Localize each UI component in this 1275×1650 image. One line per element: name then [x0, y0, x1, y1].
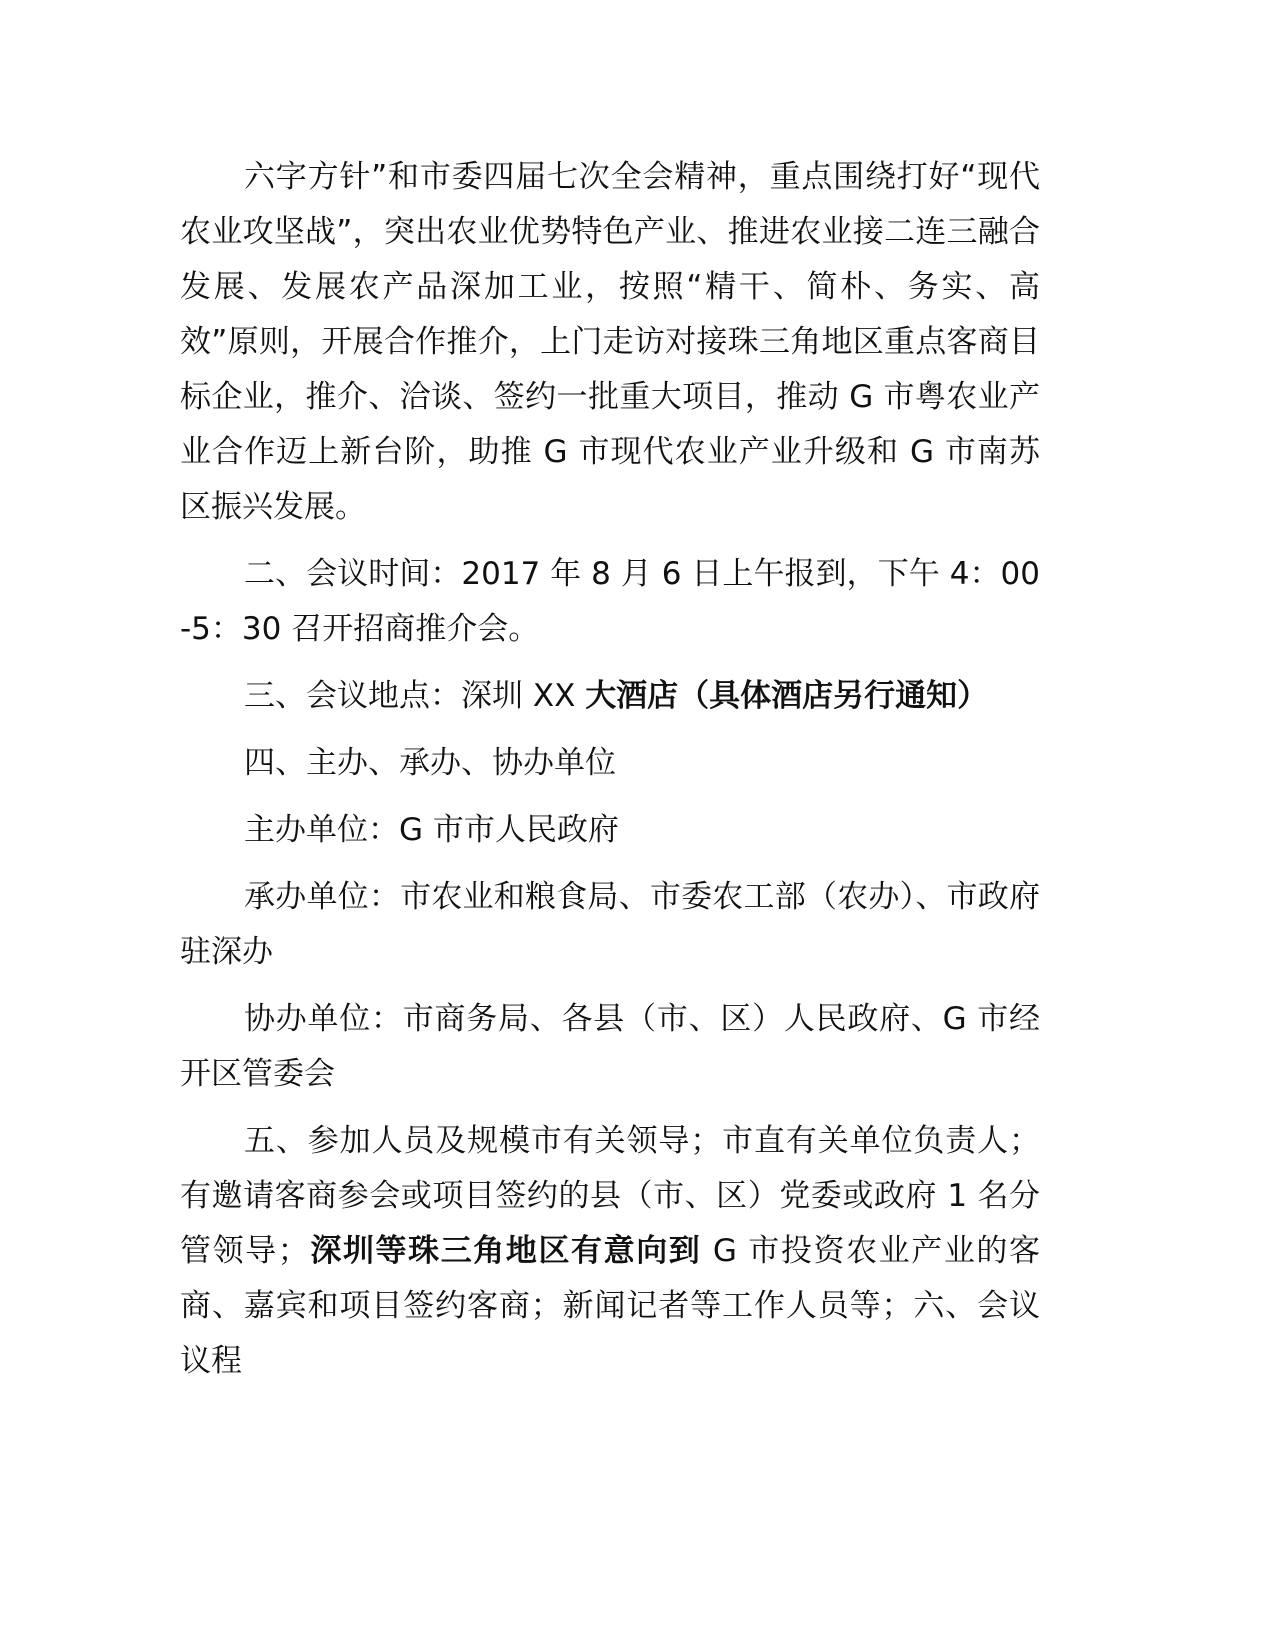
- paragraph-host-unit-text: 主办单位：G 市市人民政府: [244, 812, 619, 848]
- paragraph-purpose: [180, 150, 1040, 535]
- paragraph-meeting-time-text: 二、会议时间：2017 年 8 月 6 日上午报到，下午 4：00-5：30 召开招商推介会。: [180, 556, 1040, 647]
- paragraph-meeting-location-text: 三、会议地点：深圳 XX: [244, 678, 586, 714]
- paragraph-participants-text-1: 五、参加人员及规模市有关领导；市直有关单位负责人；有邀请客商参会或项目签约的县（市、区）党委或政府 1 名分管领导；: [180, 1123, 1040, 1269]
- paragraph-participants-bold-text: 深圳等珠三角地区有意向到: [308, 1233, 702, 1269]
- paragraph-participants-text-2: G 市投资农业产业的客商、嘉宾和项目签约客商；新闻记者等工作人员等；六、会议议程: [180, 1233, 1041, 1379]
- paragraph-host-unit: [180, 803, 1040, 858]
- paragraph-meeting-location: [180, 669, 1040, 724]
- paragraph-organizers-heading-text: 四、主办、承办、协办单位: [244, 745, 616, 781]
- document-body: [180, 150, 1040, 1401]
- paragraph-organizing-unit-text: 承办单位：市农业和粮食局、市委农工部（农办）、市政府驻深办: [180, 879, 1040, 970]
- paragraph-meeting-location-bold-text: 大酒店（具体酒店另行通知）: [585, 678, 989, 714]
- paragraph-participants: [180, 1114, 1040, 1389]
- paragraph-co-organizer: [180, 992, 1040, 1102]
- paragraph-meeting-time: [180, 547, 1040, 657]
- paragraph-organizers-heading: [180, 736, 1040, 791]
- paragraph-co-organizer-text: 协办单位：市商务局、各县（市、区）人民政府、G 市经开区管委会: [180, 1001, 1040, 1092]
- paragraph-organizing-unit: [180, 870, 1040, 980]
- paragraph-purpose-text: 六字方针”和市委四届七次全会精神，重点围绕打好“现代农业攻坚战”，突出农业优势特色产业、推进农业接二连三融合发展、发展农产品深加工业，按照“精干、简朴、务实、高效”原则，开展合作推介，上门走访对接珠三角地区重点客商目标企业，推介、洽谈、签约一批重大项目，推动 G 市粤农业产业合作迈上新台阶，助推 G 市现代农业产业升级和 G 市南苏区振兴发展。: [180, 159, 1040, 525]
